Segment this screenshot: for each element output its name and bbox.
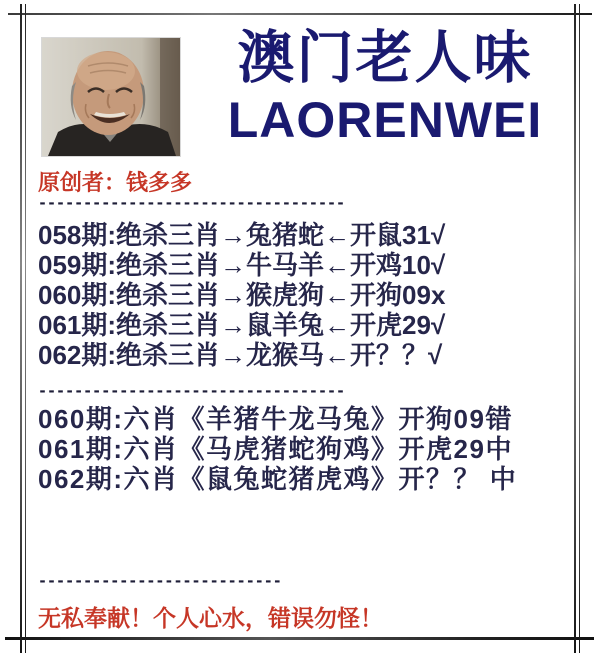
masthead	[186, 26, 584, 148]
separator-line-1: ----------------------------------	[38, 194, 346, 212]
kill-three-row: 062期:绝杀三肖→龙猴马←开？？√	[38, 340, 443, 370]
six-xiao-section	[38, 404, 517, 494]
frame-left-line-outer	[20, 4, 22, 653]
kill-three-row: 061期:绝杀三肖→鼠羊兔←开虎29√	[38, 310, 446, 340]
author-line: 原创者：钱多多	[38, 170, 193, 195]
kill-three-section	[38, 220, 445, 370]
separator-line-2: ----------------------------------	[38, 382, 346, 400]
kill-three-row: 060期:绝杀三肖→猴虎狗←开狗09x	[38, 280, 446, 310]
elderly-man-photo	[42, 38, 180, 156]
six-xiao-row: 061期:六肖《马虎猪蛇狗鸡》开虎29中	[38, 434, 513, 464]
frame-bottom-line	[5, 637, 594, 640]
separator-line-3: ---------------------------	[38, 572, 282, 590]
site-title-chinese: 澳门老人味	[237, 26, 533, 90]
site-title-latin: LAORENWEI	[227, 92, 543, 148]
six-xiao-row: 060期:六肖《羊猪牛龙马兔》开狗09错	[38, 404, 513, 434]
disclaimer-line: 无私奉献！个人心水，错误勿怪！	[38, 605, 383, 631]
frame-top-line	[8, 13, 592, 15]
frame-left-line-inner	[25, 4, 26, 653]
kill-three-row: 058期:绝杀三肖→兔猪蛇←开鼠31√	[38, 220, 446, 250]
kill-three-row: 059期:绝杀三肖→牛马羊←开鸡10√	[38, 250, 446, 280]
six-xiao-row: 062期:六肖《鼠兔蛇猪虎鸡》开？？ 中	[38, 464, 518, 494]
